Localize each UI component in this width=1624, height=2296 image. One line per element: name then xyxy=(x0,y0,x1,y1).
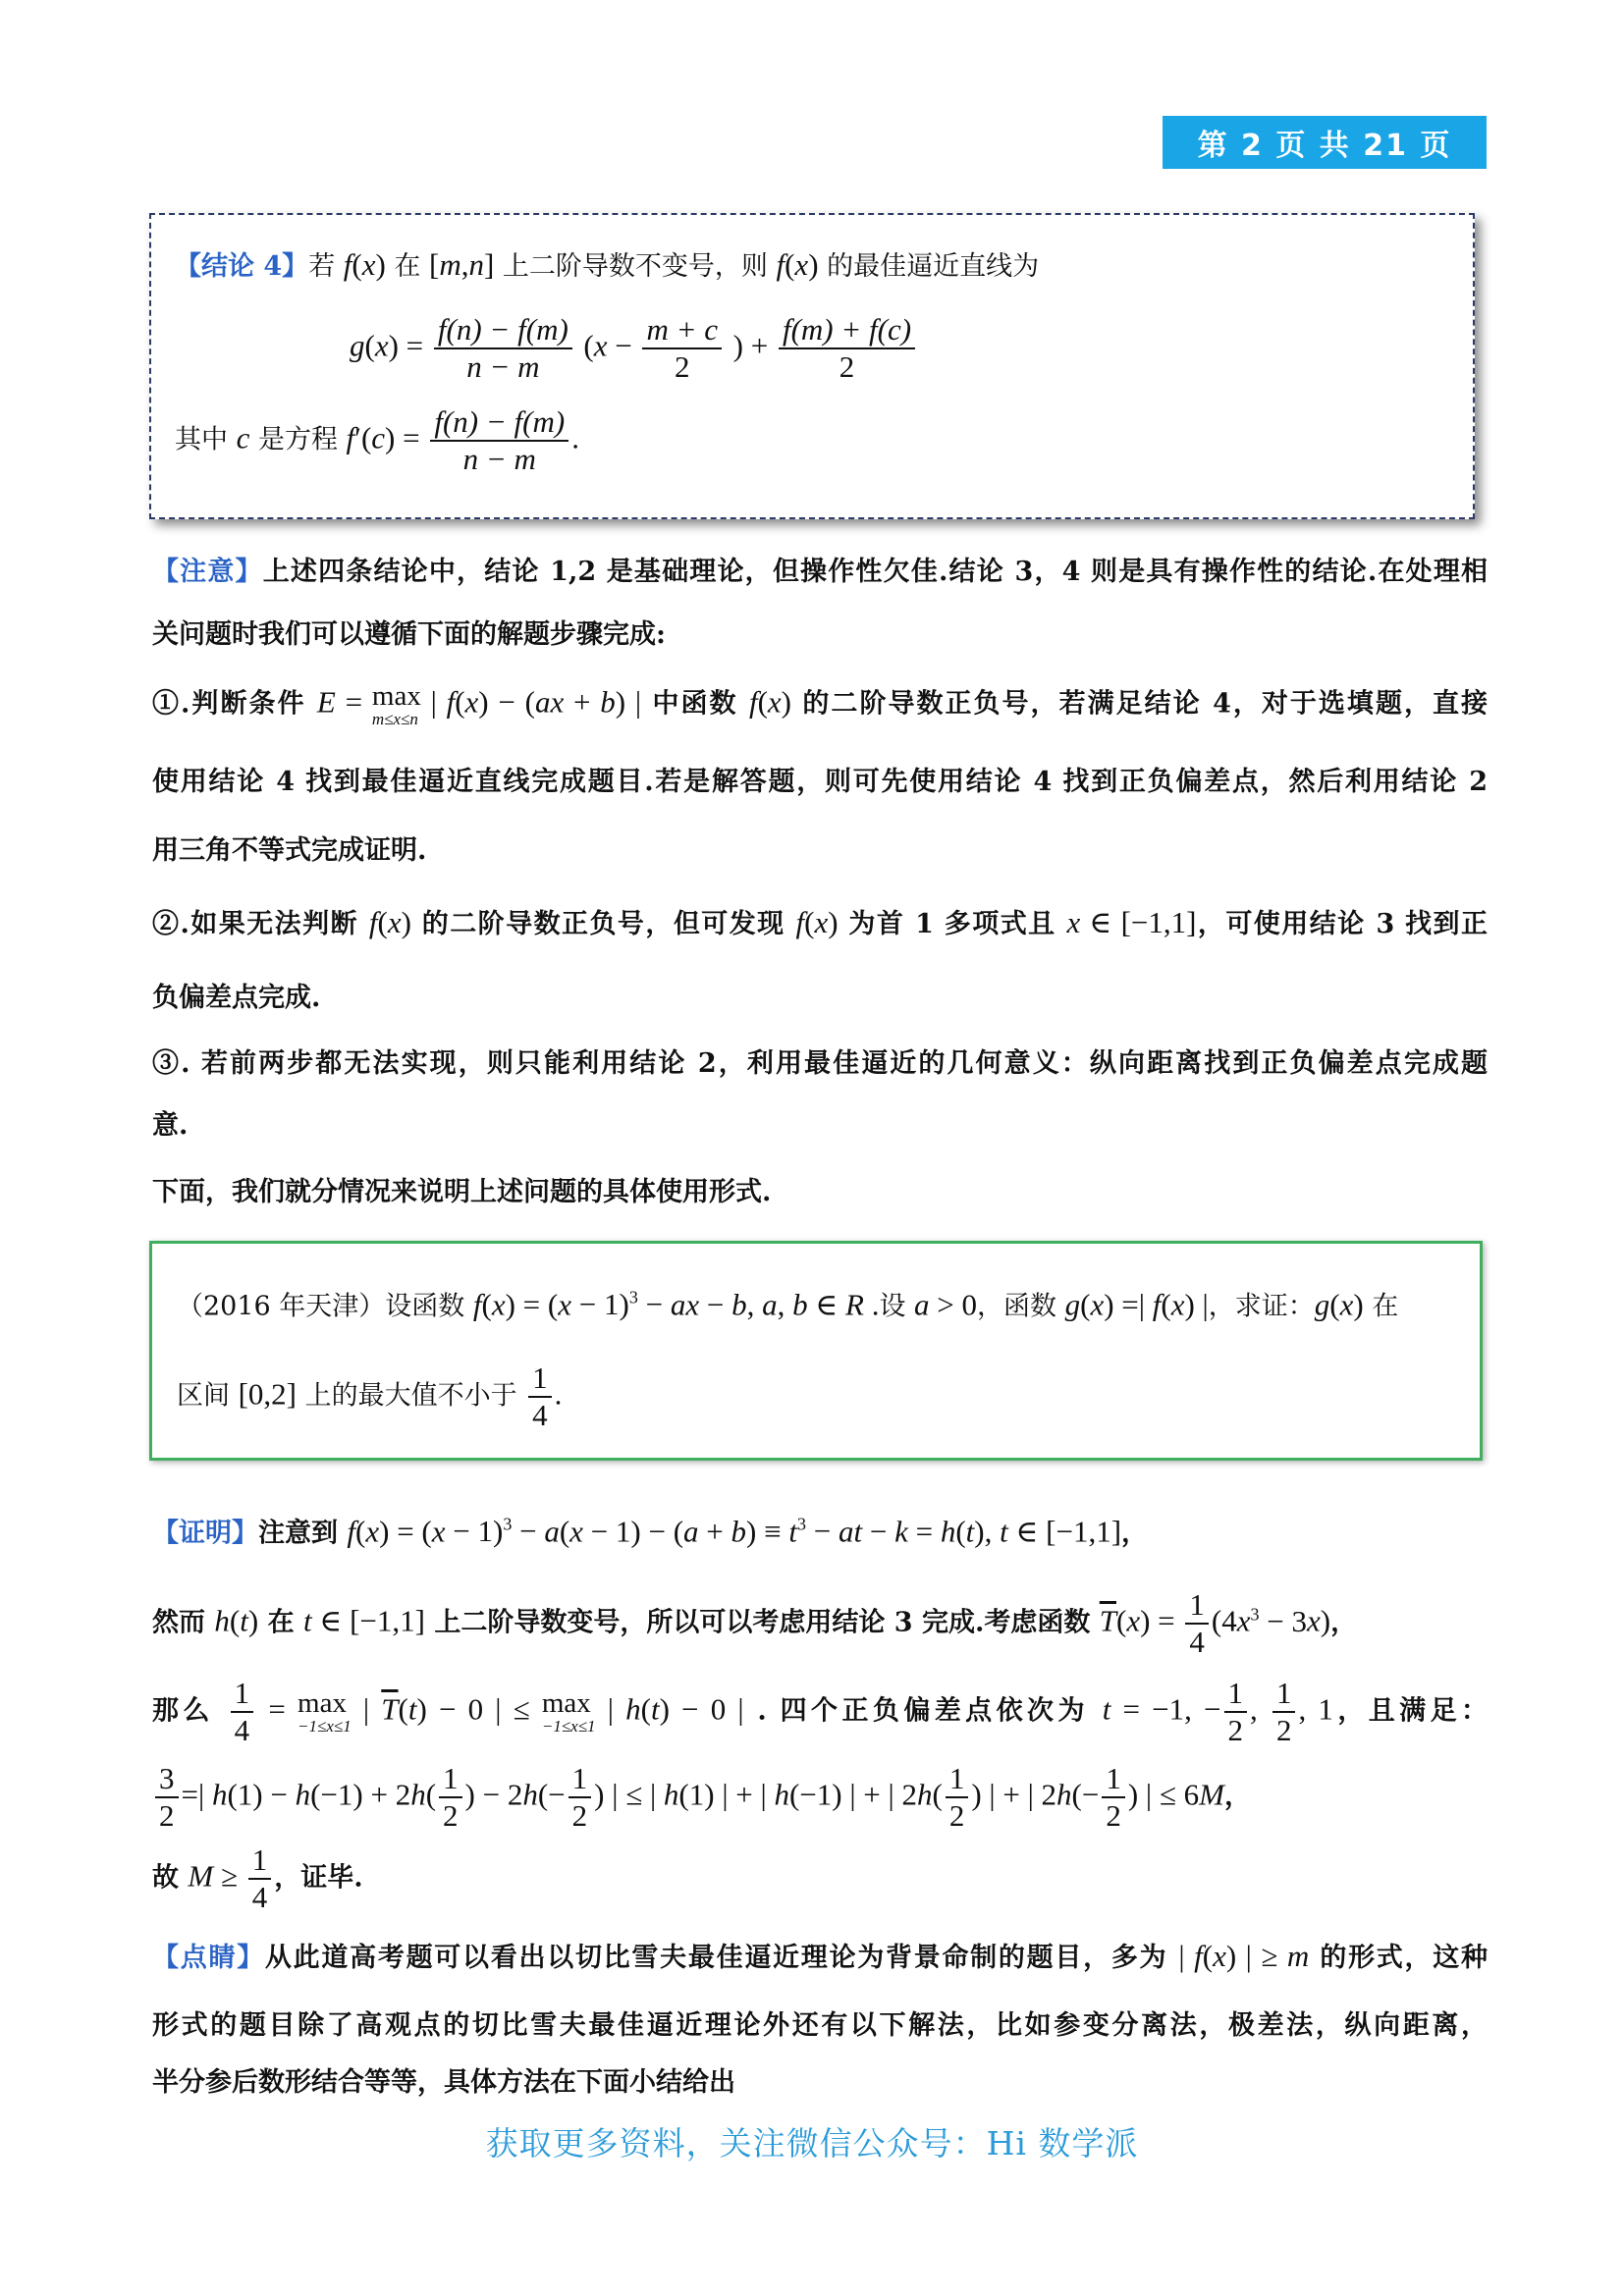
problem-line1: （2016 年天津）设函数 $f(x) = (x - 1)^3$ − ax − b, a, b ∈ R .设 a > 0，函数 g(x) =| f(x) |，求证：g(x) 在 xyxy=(177,1287,1399,1322)
note-line2: 关问题时我们可以遵循下面的解题步骤完成: xyxy=(152,619,666,650)
conclusion4-line1: 【结论 4】若 f(x) 在 [m,n] 上二阶导数不变号，则 f(x) 的最佳逼近直线为 xyxy=(175,247,1040,282)
remark-line1: 【点睛】从此道高考题可以看出以切比雪夫最佳逼近理论为背景命制的题目，多为 | f(x) | ≥ m 的形式，这种 xyxy=(152,1939,1488,1973)
step1-line-c: 用三角不等式完成证明. xyxy=(152,835,427,866)
step2-line-b: 负偏差点完成. xyxy=(152,983,321,1013)
step1-line-a: ①.判断条件 E = max m≤x≤n | f(x) − (ax + b) | 中函数 f(x) 的二阶导数正负号，若满足结论 4，对于选填题，直接 xyxy=(152,680,1489,728)
proof-line5: 故 M ≥ $\frac{1}{4}$ ，证毕. xyxy=(152,1842,363,1914)
conclusion4-formula: g(x) = $\frac{f(n) - f(m)}{n - m}$ (x − $\frac{m + c}{2}$ ) + $\frac{f(m) + f(c)}{2}$ xyxy=(350,312,1624,385)
proof-line3: 那么 $\frac{1}{4}$ = max −1≤x≤1 | $\overline{T}(t) - 0$ | ≤ max −1≤x≤1 | h(t) − 0 | . 四个正负偏差点依次为 t = −1, − $\frac{1}{2}$ , $\frac{1}{2}$ , 1，且满足： xyxy=(152,1676,1489,1747)
proof-tag: 【证明】 xyxy=(152,1518,258,1549)
page-number-badge: 第 2 页 共 21 页 xyxy=(1163,116,1487,169)
step3-line-b: 意. xyxy=(152,1110,189,1141)
proof-line2: 然而 h(t) 在 t ∈ [−1,1] 上二阶导数变号，所以可以考虑用结论 3 完成.考虑函数 $\overline{T}(x)$ = $\frac{1}{4}$ $(4x^3 - 3x)$， xyxy=(152,1587,1358,1659)
remark-line2: 形式的题目除了高观点的切比雪夫最佳逼近理论外还有以下解法，比如参变分离法，极差法，纵向距离， xyxy=(152,2010,1488,2041)
remark-line3: 半分参后数形结合等等，具体方法在下面小结给出 xyxy=(152,2067,735,2098)
step2-line-a: ②.如果无法判断 f(x) 的二阶导数正负号，但可发现 f(x) 为首 1 多项式且 x ∈ [−1,1]，可使用结论 3 找到正 xyxy=(152,905,1489,939)
step1-line-b: 使用结论 4 找到最佳逼近直线完成题目.若是解答题，则可先使用结论 4 找到正负偏差点，然后利用结论 2 xyxy=(152,767,1488,797)
note-tag: 【注意】 xyxy=(152,557,263,587)
intro-line: 下面，我们就分情况来说明上述问题的具体使用形式. xyxy=(152,1177,772,1207)
conclusion4-tag: 【结论 4】 xyxy=(175,251,309,282)
conclusion4-line3: 其中 c 是方程 f′(c) = $\frac{f(n) - f(m)}{n - m}$ . xyxy=(175,404,579,476)
proof-line4: $\frac{3}{2}$ =| h(1) − h(−1) + 2h( $\frac{1}{2}$ ) − 2h(− $\frac{1}{2}$ ) | ≤ | h(1) | + | h(−1) | + | 2h( $\frac{1}{2}$ ) | + | 2h(− $\frac{1}{2}$ ) | ≤ 6M， xyxy=(152,1761,1488,1834)
proof-line1: 【证明】注意到 $f(x) = (x - 1)^3 - a(x - 1) - (a + b) \equiv t^3$ − at − k = h(t), t ∈ [−1,1]， xyxy=(152,1514,1149,1549)
note-line1: 【注意】上述四条结论中，结论 1,2 是基础理论，但操作性欠佳.结论 3，4 则是具有操作性的结论.在处理相 xyxy=(152,557,1489,587)
step3-line-a: ③. 若前两步都无法实现，则只能利用结论 2，利用最佳逼近的几何意义：纵向距离找到正负偏差点完成题 xyxy=(152,1048,1488,1079)
remark-tag: 【点睛】 xyxy=(152,1943,265,1973)
footer-promo: 获取更多资料，关注微信公众号：Hi 数学派 xyxy=(485,2124,1139,2163)
problem-line2: 区间 [0,2] 上的最大值不小于 $\frac{1}{4}$ . xyxy=(177,1361,563,1432)
